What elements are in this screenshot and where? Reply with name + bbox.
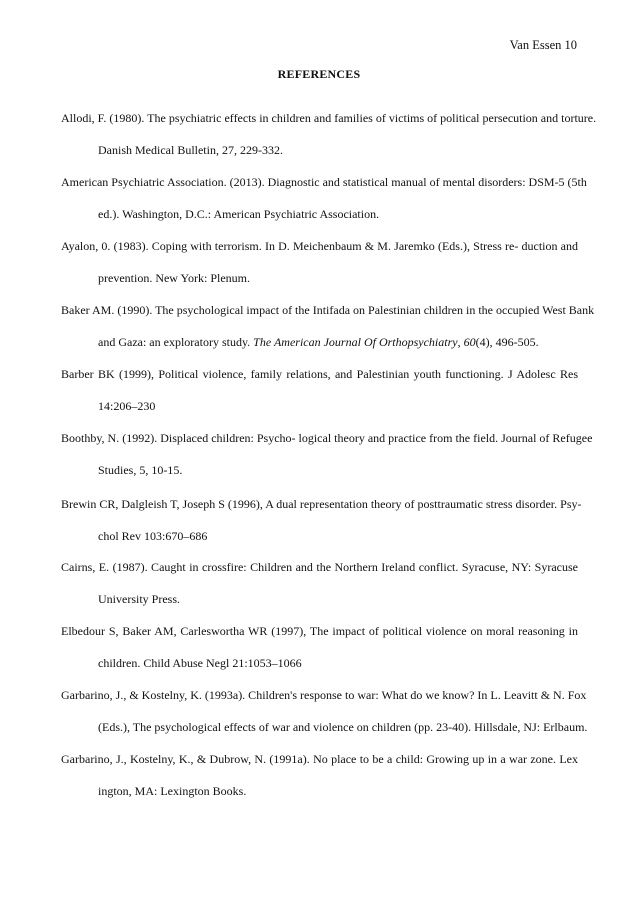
reference-entry	[61, 615, 578, 679]
reference-entry	[61, 422, 593, 486]
reference-entry	[61, 679, 588, 743]
reference-line-indented: prevention. New York: Plenum.	[98, 271, 250, 285]
reference-line: Allodi, F. (1980). The psychiatric effects in children and families of victims of political persecution and torture.	[61, 111, 597, 125]
journal-volume: 60	[463, 335, 476, 349]
reference-line: Elbedour S, Baker AM, Carleswortha WR (1997), The impact of political violence on moral reasoning in	[61, 624, 578, 638]
reference-entry	[61, 358, 578, 422]
reference-line: Boothby, N. (1992). Displaced children: Psycho- logical theory and practice from the field. Journal of Refugee	[61, 431, 593, 445]
reference-separator: ,	[457, 335, 464, 349]
reference-line-indented: chol Rev 103:670–686	[98, 529, 208, 543]
reference-text: and Gaza: an exploratory study.	[98, 335, 254, 349]
reference-entry	[61, 294, 595, 358]
reference-line-indented: ington, MA: Lexington Books.	[98, 784, 247, 798]
reference-line-indented: (Eds.), The psychological effects of war and violence on children (pp. 23-40). Hillsdale, NJ: Erlbaum.	[98, 720, 588, 734]
reference-line: Barber BK (1999), Political violence, family relations, and Palestinian youth functioning. J Adolesc Res	[61, 367, 578, 381]
reference-line: Brewin CR, Dalgleish T, Joseph S (1996), A dual representation theory of posttraumatic stress disorder. Psy-	[61, 497, 582, 511]
reference-line-indented: children. Child Abuse Negl 21:1053–1066	[98, 656, 302, 670]
reference-line: Garbarino, J., & Kostelny, K. (1993a). Children's response to war: What do we know? In L. Leavitt & N. Fox	[61, 688, 587, 702]
reference-text: (4), 496-505.	[475, 335, 539, 349]
reference-line: Baker AM. (1990). The psychological impact of the Intifada on Palestinian children in the occupied West Bank	[61, 303, 595, 317]
reference-entry	[61, 743, 578, 807]
reference-line: Garbarino, J., Kostelny, K., & Dubrow, N. (1991a). No place to be a child: Growing up in a war zone. Lex	[61, 752, 578, 766]
reference-line-indented: ed.). Washington, D.C.: American Psychiatric Association.	[98, 207, 380, 221]
reference-line: Cairns, E. (1987). Caught in crossfire: Children and the Northern Ireland conflict. Syracuse, NY: Syracuse	[61, 560, 578, 574]
reference-entry	[61, 551, 578, 615]
reference-line-indented: Danish Medical Bulletin, 27, 229-332.	[98, 143, 283, 157]
reference-line: Ayalon, 0. (1983). Coping with terrorism. In D. Meichenbaum & M. Jaremko (Eds.), Stress re- duction and	[61, 239, 578, 253]
journal-title: The American Journal Of Orthopsychiatry	[253, 335, 458, 349]
reference-entry	[61, 102, 597, 166]
reference-line-indented: 14:206–230	[98, 399, 156, 413]
reference-entry	[61, 166, 587, 230]
running-head: Van Essen 10	[509, 38, 577, 52]
reference-entry	[61, 230, 578, 294]
reference-line-indented	[61, 326, 578, 358]
reference-line: American Psychiatric Association. (2013). Diagnostic and statistical manual of mental disorders: DSM-5 (5th	[61, 175, 587, 189]
references-heading: REFERENCES	[277, 67, 361, 81]
reference-entry	[61, 488, 582, 552]
reference-line-indented: Studies, 5, 10-15.	[98, 463, 183, 477]
reference-line-indented: University Press.	[98, 592, 180, 606]
